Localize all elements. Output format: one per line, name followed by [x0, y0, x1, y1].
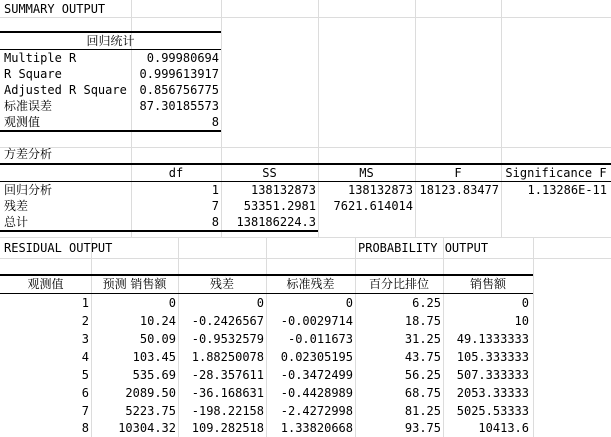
probability-cell: 31.25 [404, 332, 441, 346]
probability-cell: 18.75 [404, 314, 441, 328]
residual-cell: -0.2426567 [191, 314, 264, 328]
residual-cell: -0.9532579 [191, 332, 264, 346]
probability-cell: 5025.53333 [456, 404, 529, 418]
residual-cell: 109.282518 [191, 421, 264, 435]
probability-header: 百分比排位 [368, 277, 429, 291]
anova-row-label: 总计 [4, 215, 29, 229]
probability-cell: 10 [514, 314, 529, 328]
anova-cell: 53351.2981 [243, 199, 316, 213]
stat-label: R Square [4, 67, 62, 81]
gridline-horizontal [0, 237, 611, 238]
residual-cell: 1.33820668 [280, 421, 353, 435]
probability-cell: 68.75 [404, 386, 441, 400]
probability-cell: 2053.33333 [456, 386, 529, 400]
residual-cell: -0.3472499 [280, 368, 353, 382]
regression-stats-header: 回归统计 [86, 34, 135, 48]
gridline-horizontal [0, 258, 611, 259]
probability-cell: 507.333333 [456, 368, 529, 382]
anova-title: 方差分析 [4, 147, 53, 161]
residual-cell: 3 [81, 332, 89, 346]
anova-header-f: F [454, 166, 462, 180]
residual-cell: -0.011673 [287, 332, 353, 346]
anova-header-ms: MS [359, 166, 374, 180]
residual-cell: 8 [81, 421, 89, 435]
residual-cell: 0.02305195 [280, 350, 353, 364]
anova-row-label: 回归分析 [4, 183, 53, 197]
probability-cell: 0 [521, 296, 529, 310]
residual-cell: 2 [81, 314, 89, 328]
anova-cell: 138132873 [347, 183, 413, 197]
stat-label: 观测值 [4, 115, 41, 129]
residual-cell: 1.88250078 [191, 350, 264, 364]
residual-title: RESIDUAL OUTPUT [4, 241, 113, 255]
residual-cell: -198.22158 [191, 404, 264, 418]
anova-header-significance-f: Significance F [505, 166, 607, 180]
anova-cell: 18123.83477 [419, 183, 499, 197]
summary-title: SUMMARY OUTPUT [4, 2, 106, 16]
residual-cell: 0 [168, 296, 176, 310]
residual-cell: -0.4428989 [280, 386, 353, 400]
gridline-horizontal [0, 147, 611, 148]
gridline-vertical [501, 0, 502, 237]
residual-cell: -28.357611 [191, 368, 264, 382]
anova-cell: 138186224.3 [236, 215, 316, 229]
probability-cell: 93.75 [404, 421, 441, 435]
stat-value: 0.99980694 [146, 51, 219, 65]
probability-header: 销售额 [469, 277, 506, 291]
residual-header: 残差 [209, 277, 234, 291]
residual-cell: 5223.75 [125, 404, 176, 418]
residual-header: 预测 销售额 [102, 277, 167, 291]
residual-cell: 2089.50 [125, 386, 176, 400]
residual-cell: -36.168631 [191, 386, 264, 400]
probability-title: PROBABILITY OUTPUT [358, 241, 489, 255]
stat-value: 8 [211, 115, 219, 129]
probability-cell: 49.1333333 [456, 332, 529, 346]
residual-cell: 50.09 [139, 332, 176, 346]
anova-header-df: df [168, 166, 184, 180]
residual-cell: 10.24 [139, 314, 176, 328]
residual-cell: 6 [81, 386, 89, 400]
residual-cell: 7 [81, 404, 89, 418]
probability-cell: 6.25 [412, 296, 441, 310]
residual-cell: 103.45 [132, 350, 176, 364]
residual-cell: 5 [81, 368, 89, 382]
anova-cell: 138132873 [250, 183, 316, 197]
residual-cell: -0.0029714 [280, 314, 353, 328]
anova-cell: 7 [211, 199, 219, 213]
stat-value: 0.999613917 [139, 67, 219, 81]
probability-cell: 43.75 [404, 350, 441, 364]
residual-cell: 535.69 [132, 368, 176, 382]
stat-label: Multiple R [4, 51, 77, 65]
anova-cell: 8 [211, 215, 219, 229]
stat-label: 标准误差 [4, 99, 53, 113]
residual-header: 标准残差 [286, 277, 335, 291]
gridline-vertical [415, 0, 416, 237]
table-border-bottom [0, 230, 318, 232]
residual-header: 观测值 [27, 277, 64, 291]
residual-cell: 0 [345, 296, 353, 310]
anova-cell: 1.13286E-11 [527, 183, 607, 197]
anova-cell: 7621.614014 [333, 199, 413, 213]
residual-cell: 0 [256, 296, 264, 310]
stat-value: 0.856756775 [139, 83, 219, 97]
probability-cell: 10413.6 [478, 421, 529, 435]
residual-cell: 4 [81, 350, 89, 364]
residual-cell: 1 [81, 296, 89, 310]
gridline-vertical [533, 237, 534, 437]
stat-label: Adjusted R Square [4, 83, 127, 97]
table-border-bottom [0, 130, 221, 132]
anova-cell: 1 [211, 183, 219, 197]
anova-row-label: 残差 [4, 199, 29, 213]
residual-cell: -2.4272998 [280, 404, 353, 418]
stat-value: 87.30185573 [139, 99, 219, 113]
anova-header-ss: SS [262, 166, 277, 180]
table-border [0, 293, 533, 294]
probability-cell: 81.25 [404, 404, 441, 418]
residual-cell: 10304.32 [118, 421, 176, 435]
probability-cell: 56.25 [404, 368, 441, 382]
probability-cell: 105.333333 [456, 350, 529, 364]
